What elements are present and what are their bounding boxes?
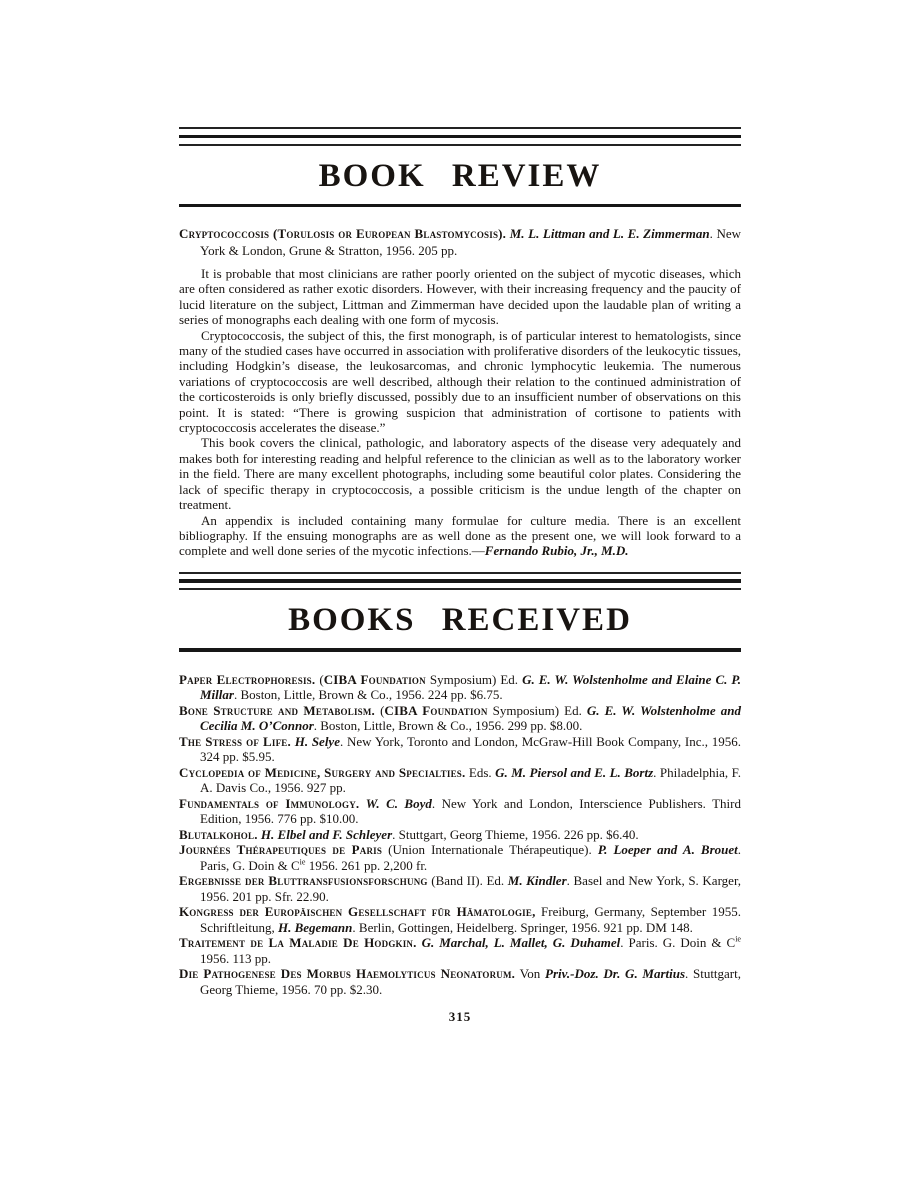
text-segment: This book covers the clinical, pathologic, and laboratory aspects of the disease very adequately and makes both for interesting reading and helpful reference to the clinician as well as to the laboratory worker in the field. There are many excellent photographs, including some beautiful color plates. Considering the lack of specific therapy in cryptococcosis, a possible criticism is the undue length of the chapter on treatment. [179,435,741,513]
book-entry [179,796,741,827]
text-segment: . Boston, Little, Brown & Co., 1956. 224 pp. $6.75. [233,687,503,703]
text-segment: M. L. Littman and L. E. Zimmerman [509,226,710,241]
book-entry [179,734,741,765]
text-segment: CIBA Foundation [323,671,426,687]
content-column [179,0,741,1025]
page-number: 315 [448,1009,472,1025]
text-segment: ( [375,702,385,718]
text-segment: . New York, Toronto and London, McGraw-Hill Book Company, Inc., 1956. 324 pp. $5.95. [200,733,742,765]
text-segment: ( [315,671,324,687]
review-paragraph [179,266,741,328]
rule-line-thin [179,127,741,129]
text-segment: It is probable that most clinicians are rather poorly oriented on the subject of mycotic diseases, which are often considered as rather exotic disorders. However, with their increasing frequency and the paucity of lucid literature on the subject, Littman and Zimmerman have decided upon the laudable plan of writing a series of monographs each dealing with one form of mycosis. [179,266,741,328]
text-segment: W. C. Boyd [365,795,432,811]
book-entry [179,873,741,904]
text-segment: . Stuttgart, Georg Thieme, 1956. 226 pp. $6.40. [392,826,639,842]
text-segment: Fernando Rubio, Jr., M.D. [484,543,629,559]
books-received-list [179,672,741,998]
text-segment: G. Marchal, L. Mallet, G. Duhamel [421,935,621,951]
text-segment: Eds. [465,764,496,780]
text-segment: . Paris. G. Doin & C [620,935,736,951]
text-segment: CIBA Foundation [384,702,488,718]
review-body [179,266,741,559]
text-segment: Cryptococcosis, the subject of this, the first monograph, is of particular interest to hematologists, since many of the studied cases have occurred in association with proliferative disorders of the leukocytic tissues, including Hodgkin’s disease, the leukosarcomas, and chronic lymphocytic leukemia. The numerous variations of cryptococcosis are well described, although their relation to the continued administration of the corticosteroids is only briefly discussed, possibly due to an insufficient number of observations on this point. It is stated: “There is growing suspicion that administration of cortisone to patients with cryptococcosis accelerates the disease.” [179,327,741,436]
text-segment: . Stuttgart, Georg Thieme, 1956. 70 pp. $2.30. [200,966,742,997]
text-segment: P. Loeper and A. Brouet [597,842,738,858]
section-divider-rule [179,572,741,591]
text-segment: Die Pathogenese Des Morbus Haemolyticus Neonatorum. [179,966,516,982]
text-segment: 1956. 261 pp. 2,200 fr. [305,857,428,873]
text-segment: Bone Structure and Metabolism. [179,702,375,718]
book-entry [179,842,741,873]
text-segment: M. Kindler [507,873,567,889]
text-segment: Ergebnisse der Bluttransfusionsforschung [179,873,428,889]
text-segment: . New York & London, Grune & Stratton, 1956. 205 pp. [200,226,742,258]
text-segment: G. E. W. Wolstenholme and Elaine C. P. Millar [200,671,741,703]
text-segment: . Basel and New York, S. Karger, 1956. 201 pp. Sfr. 22.90. [200,873,741,904]
text-segment: H. Elbel and F. Schleyer [260,826,393,842]
text-segment: Journées Thérapeutiques de Paris [179,842,383,858]
text-segment: Priv.-Doz. Dr. G. Martius [545,966,686,982]
text-segment: Cyclopedia of Medicine, Surgery and Specialties. [179,764,466,780]
text-segment: (Band II). Ed. [427,873,508,889]
book-entry [179,966,741,997]
text-segment: Symposium) Ed. [487,702,587,718]
book-review-heading: BOOK REVIEW [318,157,602,194]
text-segment: Freiburg, Germany, September 1955. Schriftleitung, [200,904,741,935]
text-segment: . Philadelphia, F. A. Davis Co., 1956. 927 pp. [200,764,742,796]
text-segment: ie [735,934,741,944]
text-segment: ie [299,857,306,867]
books-received-heading: BOOKS RECEIVED [288,602,632,639]
text-segment: Paper Electrophoresis. [179,671,316,687]
rule-line-thick [179,579,741,583]
text-segment: Cryptococcosis (Torulosis or European Blastomycosis). [179,226,507,241]
text-segment: Blutalkohol. [179,826,258,842]
text-segment: 1956. 113 pp. [200,950,272,966]
rule-line-thin [179,588,741,590]
text-segment: H. Selye [294,733,340,749]
book-entry [179,703,741,734]
book-entry [179,672,741,703]
book-entry [179,827,741,843]
book-entry [179,904,741,935]
review-paragraph [179,435,741,512]
book-entry [179,935,741,966]
text-segment: Von [515,966,546,982]
text-segment: H. Begemann [278,919,353,935]
text-segment: Kongress der Europäischen Gesellschaft für Hämatologie, [179,904,536,920]
text-segment: . Paris, G. Doin & C [200,842,742,873]
text-segment: G. E. W. Wolstenholme and Cecilia M. O’Connor [200,702,741,734]
text-segment: G. M. Piersol and E. L. Bortz [495,764,654,780]
text-segment: (Union Internationale Thérapeutique). [382,842,598,858]
review-paragraph [179,513,741,559]
review-paragraph [179,328,741,436]
text-segment: . New York and London, Interscience Publishers. Third Edition, 1956. 776 pp. $10.00. [200,795,741,827]
rule-line-thick [179,135,741,139]
top-divider-rule [179,127,741,146]
books-received-heading-rule [179,648,741,652]
review-citation [179,226,741,259]
rule-line-thin [179,144,741,146]
text-segment: Symposium) Ed. [425,671,523,687]
rule-line-thin [179,572,741,574]
text-segment: Traitement de La Maladie De Hodgkin. [179,935,417,951]
text-segment: The Stress of Life. [179,733,291,749]
book-review-heading-rule [179,204,741,208]
text-segment: . Berlin, Gottingen, Heidelberg. Springer, 1956. 921 pp. DM 148. [352,919,693,935]
text-segment: Fundamentals of Immunology. [179,795,360,811]
book-entry [179,765,741,796]
text-segment: . Boston, Little, Brown & Co., 1956. 299 pp. $8.00. [313,718,583,734]
text-segment: An appendix is included containing many formulae for culture media. There is an excellent bibliography. If the ensuing monographs are as well done as the present one, we will look forward to a complete and well done series of the mycotic infections.— [179,512,741,559]
